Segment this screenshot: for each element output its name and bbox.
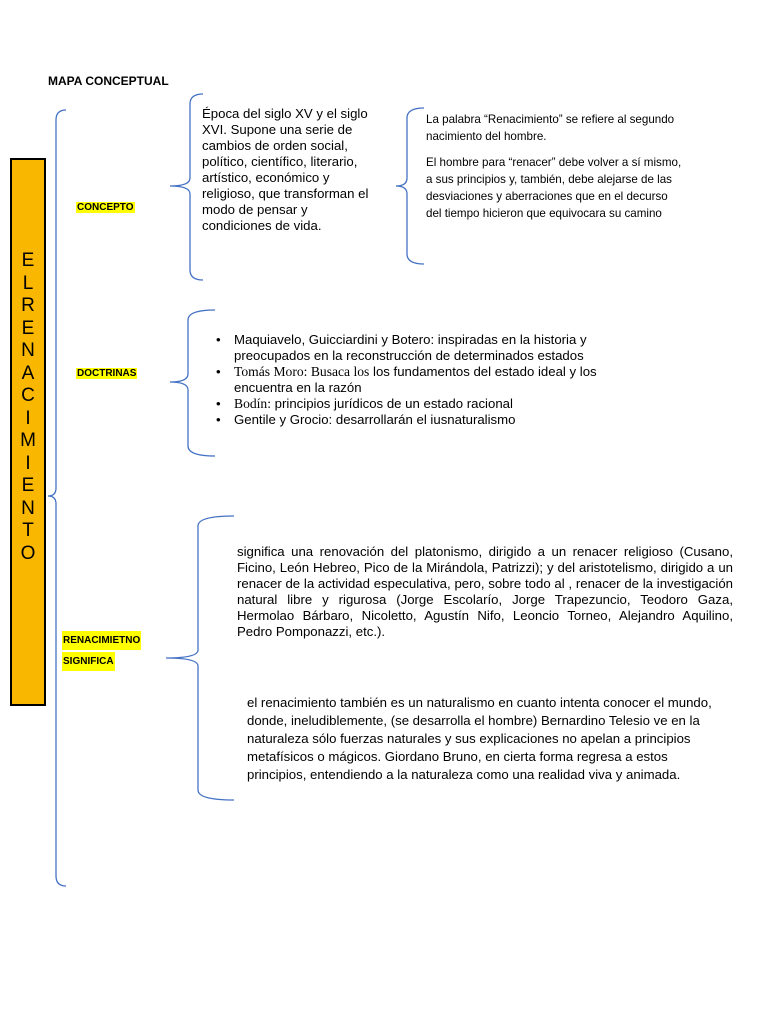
doctrinas-bracket	[170, 310, 215, 456]
main-topic-letter: I	[25, 407, 31, 429]
main-topic-letter: I	[25, 452, 31, 474]
main-topic-letter: E	[21, 475, 35, 496]
main-topic-letter: L	[22, 272, 34, 294]
list-item	[216, 364, 636, 396]
main-topic-letter: N	[21, 497, 35, 519]
branch-label-significa	[62, 629, 141, 671]
significa-text-1: significa una renovación del platonismo, dirigido a un renacer religioso (Cusano, Ficino, León Hebreo, Pico de la Mirándola, Patrizzi); y del aristotelismo, dirigido a un renacer de la actividad especulativa, pero, sobre todo al , renacer de la investigación natural libre y rigurosa (Jorge Escolarío, Jorge Trapezuncio, Teodoro Gaza, Hermolao Bárbaro, Nicoletto, Agustín Nifo, Leoncio Torneo, Alejandro Aquilino, Pedro Pomponazzi, etc.).	[237, 544, 733, 639]
list-item-text: los fundamentos del estado ideal y los encuentra en la razón	[234, 364, 597, 395]
main-topic-letter: R	[21, 295, 35, 316]
concepto-sub-bracket	[396, 108, 424, 264]
branch-label-doctrinas: DOCTRINAS	[77, 368, 137, 379]
branch-label-significa-line1: RENACIMIETNO	[62, 631, 141, 650]
significa-text-2: el renacimiento también es un naturalismo en cuanto intenta conocer el mundo, donde, ineludiblemente, (se desarrolla el hombre) Bernardino Telesio ve en la naturaleza sólo fuerzas naturales y sus explicaciones no apelan a principios metafísicos o mágicos. Giordano Bruno, en cierta forma regresa a estos principios, entendiendo a la naturaleza como una realidad viva y animada.	[247, 695, 712, 782]
list-item-text: Maquiavelo, Guicciardini y Botero: inspiradas en la historia y preocupados en la reconstrucción de determinados estados	[234, 332, 587, 363]
branch-label-concepto: CONCEPTO	[77, 202, 134, 213]
main-topic-letter: M	[20, 430, 36, 451]
main-topic-letter: N	[21, 340, 35, 361]
main-bracket	[48, 110, 66, 886]
main-topic-letter: C	[21, 385, 35, 406]
page-title: MAPA CONCEPTUAL	[48, 74, 169, 88]
concepto-bracket	[170, 94, 203, 280]
list-item	[216, 396, 636, 412]
list-item-text: principios jurídicos de un estado racional	[271, 396, 513, 411]
branch-label-significa-line2: SIGNIFICA	[62, 652, 115, 671]
main-topic-letter: E	[21, 250, 35, 271]
list-item-name: Tomás Moro: Busaca los	[234, 364, 370, 379]
doctrinas-list	[216, 332, 636, 428]
list-item-text: Gentile y Grocio: desarrollarán el iusnaturalismo	[234, 412, 516, 427]
concepto-sub-word: La palabra “Renacimiento” se refiere al segundo nacimiento del hombre.	[426, 113, 675, 143]
list-item	[216, 332, 636, 364]
main-topic-letter: T	[22, 520, 34, 541]
main-topic-letter: A	[21, 362, 35, 384]
significa-bracket	[166, 516, 234, 800]
main-topic-letter: O	[20, 542, 36, 564]
concepto-text: Época del siglo XV y el siglo XVI. Supone una serie de cambios de orden social, político, científico, literario, artístico, económico y religioso, que transforman el modo de pensar y condiciones de vida.	[202, 106, 369, 233]
main-topic-letter: E	[21, 317, 35, 339]
list-item-name: Bodín:	[234, 396, 272, 411]
concepto-sub-definition: El hombre para “renacer” debe volver a sí mismo, a sus principios y, también, debe alejarse de las desviaciones y aberraciones que en el decurso del tiempo hicieron que equivocara su camino	[426, 156, 682, 220]
list-item	[216, 412, 636, 428]
